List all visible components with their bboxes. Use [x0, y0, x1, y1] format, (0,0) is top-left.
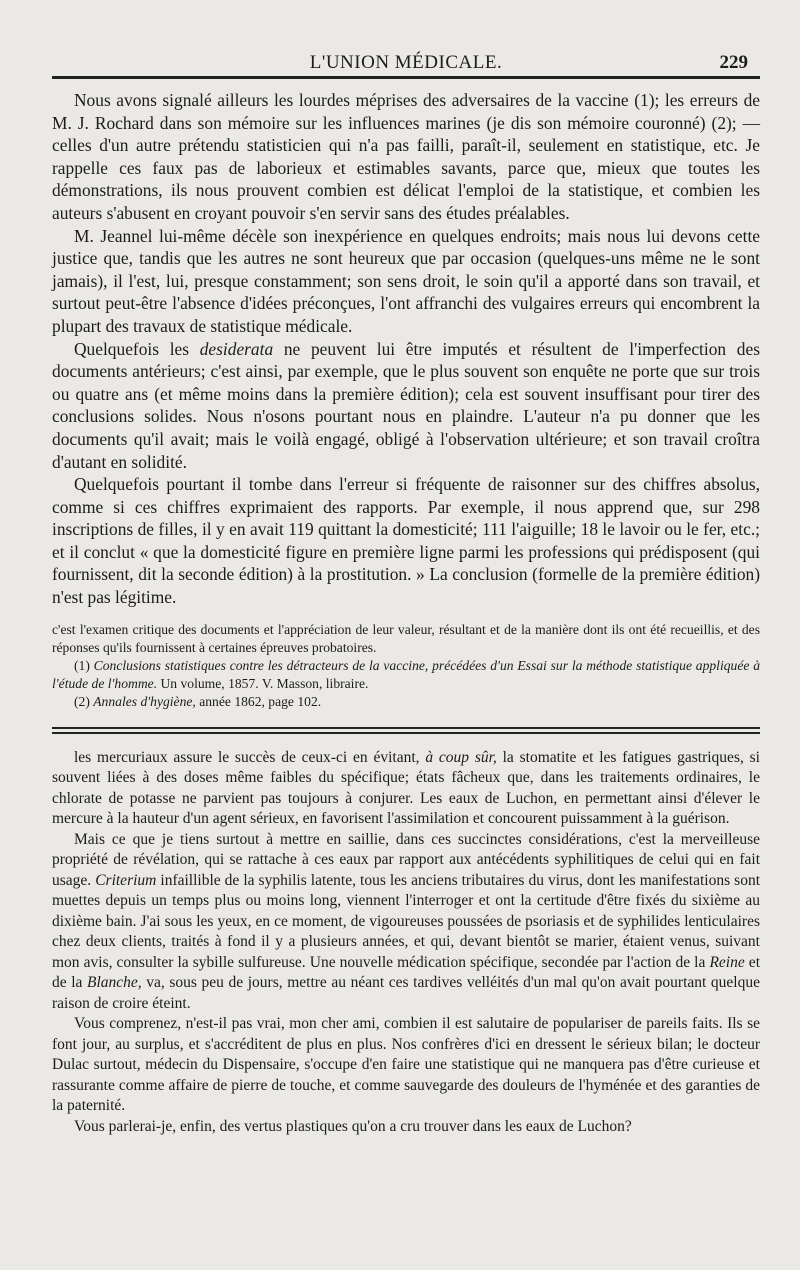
section-divider [52, 727, 760, 734]
text-run: infaillible de la syphilis latente, tous les anciens tributaires du virus, dont les manifestations sont muettes depuis un temps plus ou moins long, viennent l'interroger et ont la certitude d'être fixés du sixième au dixième bain. J'ai sous les yeux, en ce moment, de vigoureuses poussées de psoriasis et de syphilides lenticulaires chez deux clients, traités à fond il y a plusieurs années, et qui, devant bientôt se marier, étaient venus, suivant mon avis, consulter la sybille sulfureuse. Une nouvelle médication spécifique, secondée par l'action de la [52, 871, 761, 971]
italic-term: Reine [709, 953, 745, 971]
text-run: Un volume, 1857. V. Masson, libraire. [157, 675, 369, 691]
article-paragraph-1: Nous avons signalé ailleurs les lourdes méprises des adversaires de la vaccine (1); les erreurs de M. J. Rochard dans son mémoire sur les influences marines (je dis son mémoire couronné) (2); — celles d'un autre prétendu statisticien qui n'a pas failli, paraît-il, seulement en statistique, etc. Je rappelle ces faux pas de laborieux et estimables savants, parce que, mieux que toutes les démonstrations, ils nous prouvent combien est délicat l'emploi de la statistique, et combien les auteurs s'abusent en croyant pouvoir s'en servir sans des études préalables. [52, 90, 760, 223]
footnote-2 [52, 693, 760, 711]
footnote-title: Conclusions statistiques contre les détracteurs de la vaccine, précédées d'un Essai sur la méthode statistique appliquée à l'étude de l'homme. [52, 657, 760, 691]
footnote-1 [52, 657, 760, 693]
footnote-title: Annales d'hygiène, [93, 693, 196, 709]
text-run: va, sous peu de jours, mettre au néant ces tardives velléités d'un mal qu'on avait pourtant quelque raison de croire éteint. [52, 974, 760, 1012]
letter-body [52, 748, 760, 1138]
letter-paragraph-3: Vous comprenez, n'est-il pas vrai, mon cher ami, combien il est salutaire de populariser de pareils faits. Ils se font jour, au surplus, et s'accréditent de plus en plus. Nos confrères d'ici en dressent le sérieux bilan; le docteur Dulac surtout, médecin du Dispensaire, s'occupe d'en faire une statistique qui ne manquera pas d'être curieuse et rassurante comme affaire de pierre de touche, et comme sauvegarde des douleurs de l'hyménée et des garanties de la paternité. [52, 1015, 760, 1115]
italic-term: à coup sûr, [425, 748, 497, 766]
article-paragraph-4: Quelquefois pourtant il tombe dans l'erreur si fréquente de raisonner sur des chiffres absolus, comme si ces chiffres exprimaient des rapports. Par exemple, il nous apprend que, sur 298 inscriptions de filles, il y en avait 119 quittant la domesticité; 111 l'aiguille; 18 le lavoir ou le fer, etc.; et il conclut « que la domesticité figure en première ligne parmi les professions qui prédisposent (qui fournissent, dit la seconde édition) à la prostitution. » La conclusion (formelle de la première édition) n'est pas légitime. [52, 474, 760, 608]
italic-term: Blanche, [87, 974, 142, 992]
page-number: 229 [719, 52, 748, 73]
letter-paragraph-2 [52, 830, 760, 1015]
letter-paragraph-4: Vous parlerai-je, enfin, des vertus plastiques qu'on a cru trouver dans les eaux de Luchon? [74, 1117, 632, 1135]
italic-term: Criterium [95, 871, 157, 889]
text-run: et de la [52, 953, 760, 992]
text-run: Mais ce que je tiens surtout à mettre en saillie, dans ces succinctes considérations, c'est la merveilleuse propriété de révélation, qui se rattache à ces eaux par rapport aux antécédents syphilitiques de celui qui en fait usage. [52, 830, 760, 889]
text-run: les mercuriaux assure le succès de ceux-ci en évitant, [74, 748, 426, 766]
article-body [52, 89, 760, 609]
article-paragraph-2: M. Jeannel lui-même décèle son inexpérience en quelques endroits; mais nous lui devons cette justice que, tandis que les autres ne sont heureux que par occasion (quelques-uns même ne le sont jamais), il l'est, lui, presque constamment; son sens droit, le soin qu'il a apporté dans son travail, et surtout peut-être l'absence d'idées préconçues, l'ont affranchi des vulgaires erreurs qui encombrent la plupart des travaux de statistique médicale. [52, 225, 760, 336]
text-run: année 1862, page 102. [195, 693, 322, 709]
footnote-continuation: c'est l'examen critique des documents et l'appréciation de leur valeur, résultant et de la manière dont ils ont été recueillis, et des réponses qu'ils fournissent à certaines épreuves probatoires. [52, 621, 760, 655]
footnote-marker: (2) [74, 693, 94, 709]
running-head: L'UNION MÉDICALE. [309, 52, 503, 73]
text-run: ne peuvent lui être imputés et résultent de l'imperfection des documents antérieurs; c'est ainsi, par exemple, que le plus souvent son enquête ne porte que sur trois ou quatre ans (et même moins dans la première édition); cela est souvent insuffisant pour tirer des conclusions solides. Nous n'osons pourtant nous en plaindre. L'auteur n'a pu donner que les documents qu'il avait; mais le voilà engagé, obligé à l'observation ultérieure; et son travail croîtra d'autant en solidité. [52, 338, 760, 472]
page-header [52, 40, 760, 79]
text-run: la stomatite et les fatigues gastriques, si souvent liées à des doses même faibles du spécifique; états fâcheux que, dans les traitements ordinaires, le chlorate de potasse ne parvient pas toujours à conjurer. Les eaux de Luchon, en permettant ainsi d'élever le mercure à la hauteur d'un agent sérieux, en favorisent l'assimilation et concourent puissamment à la guérison. [52, 748, 760, 828]
article-paragraph-3 [52, 338, 760, 474]
footnotes [52, 621, 760, 711]
letter-paragraph-1 [52, 748, 760, 830]
footnote-marker: (1) [74, 657, 94, 673]
italic-term: desiderata [199, 338, 274, 359]
text-run: Quelquefois les [74, 338, 200, 359]
